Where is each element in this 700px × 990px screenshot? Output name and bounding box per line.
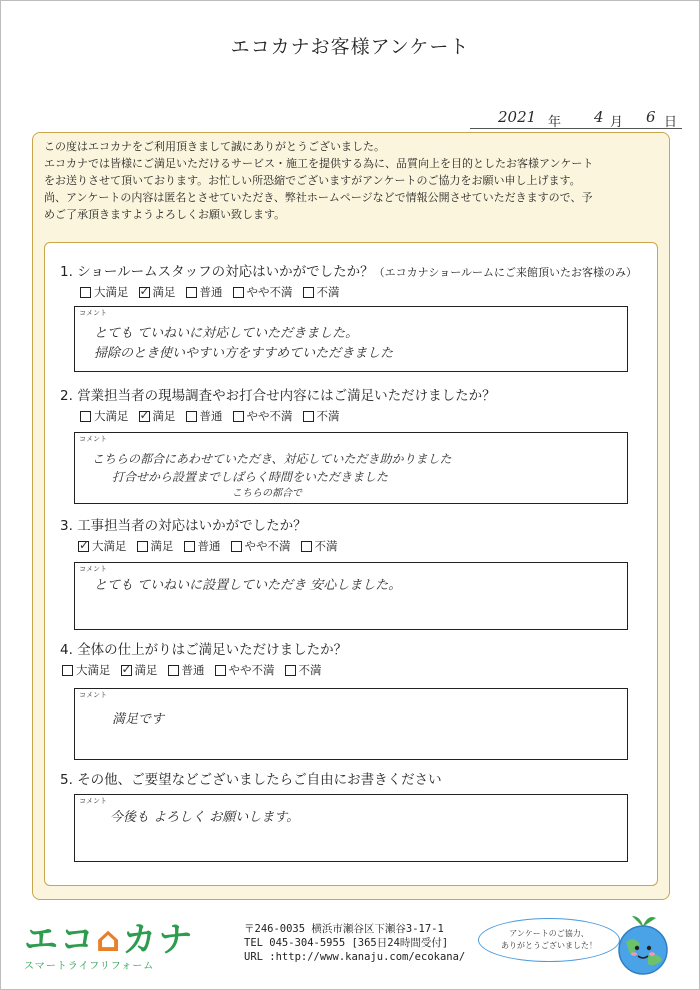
logo-text: カナ: [122, 920, 195, 960]
checkbox[interactable]: [301, 541, 312, 552]
option-label: 大満足: [94, 285, 129, 299]
handwritten-comment: 今後も よろしく お願いします。: [110, 810, 300, 825]
handwritten-comment: とても ていねいに対応していただきました。: [94, 326, 359, 341]
option-label: 普通: [199, 409, 223, 423]
option-label: 大満足: [92, 539, 127, 553]
checkbox[interactable]: [80, 287, 91, 298]
option-dissatisfied[interactable]: [285, 662, 322, 678]
date-underline: [470, 128, 682, 129]
comment-label: コメント: [79, 797, 107, 805]
option-neutral[interactable]: [184, 538, 221, 554]
option-label: 満足: [152, 285, 176, 299]
intro-line: 尚、アンケートの内容は匿名とさせていただき、弊社ホームページなどで情報公開させていただきますので、予: [44, 191, 593, 204]
checkbox[interactable]: [137, 541, 148, 552]
question-2: [60, 384, 496, 404]
option-label: やや不満: [244, 539, 291, 553]
intro-line: めご了承頂きますようよろしくお願い致します。: [44, 208, 286, 221]
option-label: 満足: [134, 663, 158, 677]
option-somewhat-dissatisfied[interactable]: [215, 662, 275, 678]
house-icon: ⌂: [96, 920, 123, 960]
date-year: 2021: [498, 108, 537, 126]
question-subtext: （エコカナショールームにご来館頂いたお客様のみ）: [373, 266, 637, 279]
intro-line: エコカナでは皆様にご満足いただけるサービス・施工を提供する為に、品質向上を目的としたお客様アンケート: [44, 157, 594, 170]
option-somewhat-dissatisfied[interactable]: [233, 408, 293, 424]
date-day-unit: 日: [664, 115, 678, 130]
handwritten-comment: こちらの都合で: [232, 488, 302, 499]
address-line: 〒246-0035 横浜市瀬谷区下瀬谷3-17-1: [244, 923, 444, 935]
option-label: 不満: [316, 285, 340, 299]
option-somewhat-dissatisfied[interactable]: [231, 538, 291, 554]
handwritten-comment: 満足です: [112, 712, 165, 727]
option-very-satisfied[interactable]: [80, 284, 129, 300]
checkbox[interactable]: [80, 411, 91, 422]
option-neutral[interactable]: [186, 284, 223, 300]
option-label: 満足: [150, 539, 174, 553]
option-very-satisfied[interactable]: [78, 538, 127, 554]
question-number: 3.: [60, 518, 73, 534]
option-label: 大満足: [76, 663, 111, 677]
checkbox-checked[interactable]: [121, 665, 132, 676]
option-label: 不満: [316, 409, 340, 423]
option-satisfied[interactable]: [121, 662, 158, 678]
checkbox-checked[interactable]: [139, 411, 150, 422]
question-number: 2.: [60, 388, 73, 404]
option-somewhat-dissatisfied[interactable]: [233, 284, 293, 300]
option-very-satisfied[interactable]: [62, 662, 111, 678]
date-year-unit: 年: [548, 115, 562, 130]
checkbox[interactable]: [285, 665, 296, 676]
checkbox[interactable]: [62, 665, 73, 676]
checkbox[interactable]: [186, 411, 197, 422]
question-5: [60, 768, 442, 788]
comment-label: コメント: [79, 435, 107, 443]
logo-subtitle: スマートライフリフォーム: [24, 961, 155, 972]
option-label: やや不満: [228, 663, 275, 677]
intro-line: をお送りさせて頂いております。お忙しい所恐縮でございますがアンケートのご協力をお願い申し上げます。: [44, 174, 581, 187]
bubble-line: アンケートのご協力、: [509, 929, 589, 938]
question-4: [60, 638, 347, 658]
checkbox-checked[interactable]: [78, 541, 89, 552]
intro-text: [44, 138, 664, 223]
options-q4: [62, 662, 322, 678]
date-month: 4: [594, 108, 604, 126]
question-number: 1.: [60, 264, 73, 280]
option-label: 普通: [197, 539, 221, 553]
handwritten-comment: 打合せから設置までしばらく時間をいただきました: [112, 470, 389, 484]
intro-line: この度はエコカナをご利用頂きまして誠にありがとうございました。: [44, 140, 385, 153]
thanks-bubble: [478, 918, 620, 962]
question-text: 全体の仕上がりはご満足いただけましたか？: [77, 642, 348, 658]
question-text: ショールームスタッフの対応はいかがでしたか？: [77, 264, 374, 280]
question-number: 4.: [60, 642, 73, 658]
handwritten-comment: こちらの都合にあわせていただき、対応していただき助かりました: [92, 452, 452, 466]
checkbox[interactable]: [186, 287, 197, 298]
checkbox-checked[interactable]: [139, 287, 150, 298]
option-satisfied[interactable]: [137, 538, 174, 554]
option-label: 不満: [314, 539, 338, 553]
option-satisfied[interactable]: [139, 408, 176, 424]
checkbox[interactable]: [215, 665, 226, 676]
option-label: 満足: [152, 409, 176, 423]
phone-line: TEL 045-304-5955 [365日24時間受付]: [244, 937, 449, 949]
options-q3: [78, 538, 338, 554]
option-dissatisfied[interactable]: [303, 408, 340, 424]
comment-box-q3[interactable]: [74, 562, 628, 630]
globe-mascot-icon: [612, 912, 674, 986]
option-neutral[interactable]: [186, 408, 223, 424]
date-month-unit: 月: [610, 115, 624, 130]
company-address: [244, 922, 465, 964]
comment-box-q5[interactable]: [74, 794, 628, 862]
option-satisfied[interactable]: [139, 284, 176, 300]
checkbox[interactable]: [231, 541, 242, 552]
bubble-line: ありがとうございました！: [501, 941, 597, 950]
checkbox[interactable]: [168, 665, 179, 676]
ecokana-logo: [24, 912, 194, 972]
handwritten-comment: とても ていねいに設置していただき 安心しました。: [94, 578, 402, 593]
checkbox[interactable]: [233, 287, 244, 298]
logo-text: エコ: [24, 920, 96, 960]
question-text: その他、ご要望などございましたらご自由にお書きください: [77, 772, 442, 788]
question-text: 工事担当者の対応はいかがでしたか？: [77, 518, 307, 534]
option-dissatisfied[interactable]: [303, 284, 340, 300]
option-label: やや不満: [246, 285, 293, 299]
page-title: エコカナお客様アンケート: [230, 36, 470, 58]
option-label: 大満足: [94, 409, 129, 423]
options-q2: [80, 408, 340, 424]
checkbox[interactable]: [233, 411, 244, 422]
question-3: [60, 514, 307, 534]
handwritten-comment: 掃除のとき使いやすい方をすすめていただきました: [94, 346, 394, 361]
checkbox[interactable]: [184, 541, 195, 552]
comment-label: コメント: [79, 691, 107, 699]
options-q1: [80, 284, 340, 300]
option-label: 普通: [199, 285, 223, 299]
option-neutral[interactable]: [168, 662, 205, 678]
checkbox[interactable]: [303, 287, 314, 298]
question-number: 5.: [60, 772, 73, 788]
option-label: 不満: [298, 663, 322, 677]
comment-label: コメント: [79, 565, 107, 573]
option-label: やや不満: [246, 409, 293, 423]
option-label: 普通: [181, 663, 205, 677]
url-line: URL :http://www.kanaju.com/ecokana/: [244, 951, 466, 963]
question-text: 営業担当者の現場調査やお打合せ内容にはご満足いただけましたか？: [77, 388, 496, 404]
checkbox[interactable]: [303, 411, 314, 422]
date-day: 6: [646, 108, 656, 126]
comment-label: コメント: [79, 309, 107, 317]
option-very-satisfied[interactable]: [80, 408, 129, 424]
question-1: [60, 260, 637, 280]
option-dissatisfied[interactable]: [301, 538, 338, 554]
